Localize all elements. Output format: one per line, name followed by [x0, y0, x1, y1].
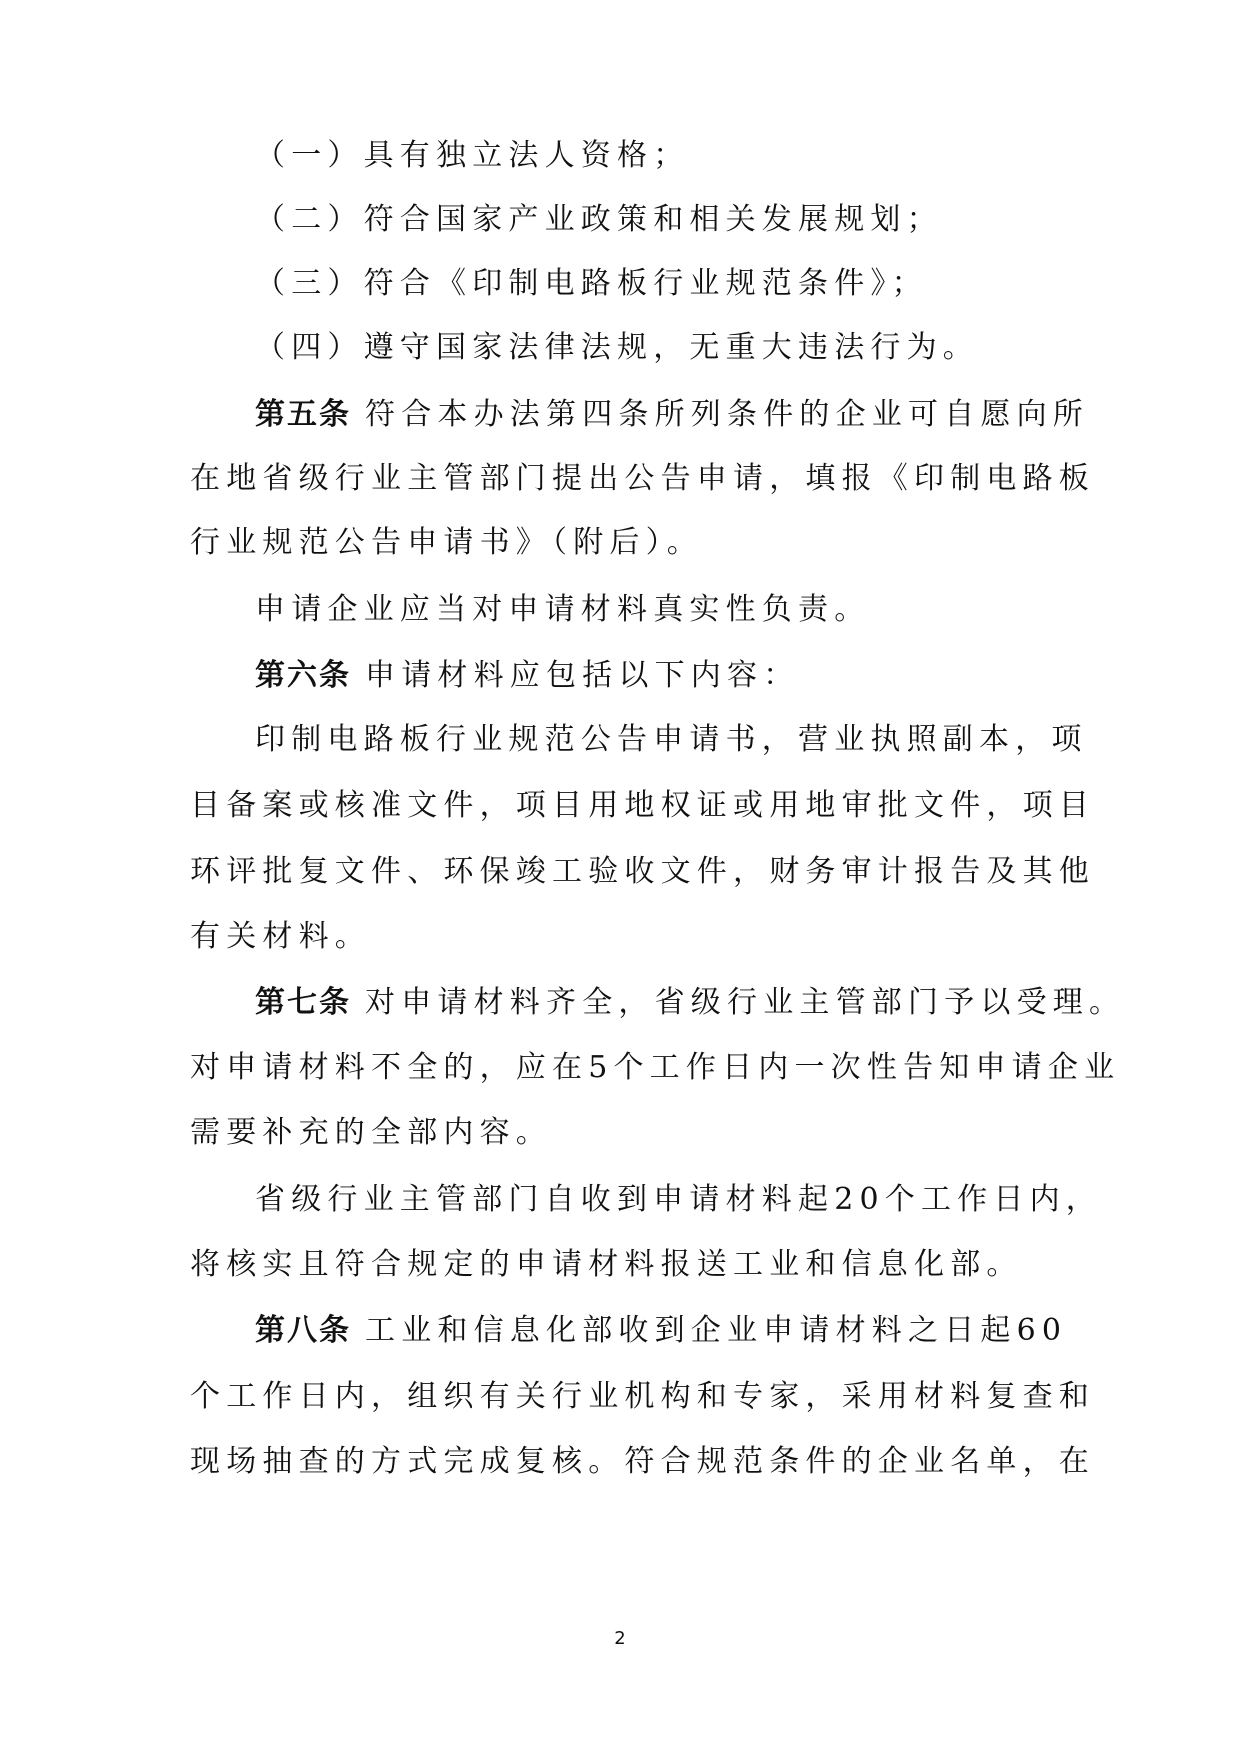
article-8-text-1: 工业和信息化部收到企业申请材料之日起60 — [365, 1313, 1068, 1348]
article-6-line-1 — [255, 656, 1115, 696]
article-6-heading: 第六条 — [255, 658, 351, 693]
article-8-line-2: 个工作日内，组织有关行业机构和专家，采用材料复查和 — [190, 1379, 1095, 1414]
article-5-line-3: 行业规范公告申请书》（附后）。 — [190, 525, 703, 560]
article-7-para-2-line-2: 将核实且符合规定的申请材料报送工业和信息化部。 — [190, 1247, 1023, 1282]
article-6-text-1: 申请材料应包括以下内容： — [365, 658, 800, 693]
article-6-para-2-line-3: 环评批复文件、环保竣工验收文件，财务审计报告及其他 — [190, 854, 1095, 889]
clause-item-2: （二）符合国家产业政策和相关发展规划； — [255, 202, 943, 237]
article-7-line-1 — [255, 983, 1126, 1023]
article-8-heading: 第八条 — [255, 1313, 351, 1348]
clause-item-3: （三）符合《印制电路板行业规范条件》； — [255, 266, 928, 301]
article-6-para-2-line-2: 目备案或核准文件，项目用地权证或用地审批文件，项目 — [190, 788, 1095, 823]
article-8-line-1 — [255, 1311, 1115, 1351]
page-number: 2 — [614, 1628, 626, 1649]
clause-item-1: （一）具有独立法人资格； — [255, 138, 690, 173]
article-7-line-3: 需要补充的全部内容。 — [190, 1115, 552, 1150]
article-7-heading: 第七条 — [255, 985, 351, 1020]
article-7-text-1: 对申请材料齐全，省级行业主管部门予以受理。 — [365, 985, 1126, 1020]
article-6-para-2-line-4: 有关材料。 — [190, 919, 371, 954]
article-5-para-2: 申请企业应当对申请材料真实性负责。 — [255, 592, 871, 627]
article-8-line-3: 现场抽查的方式完成复核。符合规范条件的企业名单，在 — [190, 1444, 1095, 1479]
clause-item-4: （四）遵守国家法律法规，无重大违法行为。 — [255, 330, 979, 365]
article-5-line-2: 在地省级行业主管部门提出公告申请，填报《印制电路板 — [190, 461, 1095, 496]
article-7-line-2: 对申请材料不全的，应在5个工作日内一次性告知申请企业 — [190, 1050, 1121, 1085]
article-5-heading: 第五条 — [255, 397, 351, 432]
article-6-para-2-line-1: 印制电路板行业规范公告申请书，营业执照副本，项 — [255, 722, 1088, 757]
article-5-line-1 — [255, 395, 1115, 435]
article-5-text-1: 符合本办法第四条所列条件的企业可自愿向所 — [365, 397, 1089, 432]
article-7-para-2-line-1: 省级行业主管部门自收到申请材料起20个工作日内， — [255, 1182, 1102, 1217]
